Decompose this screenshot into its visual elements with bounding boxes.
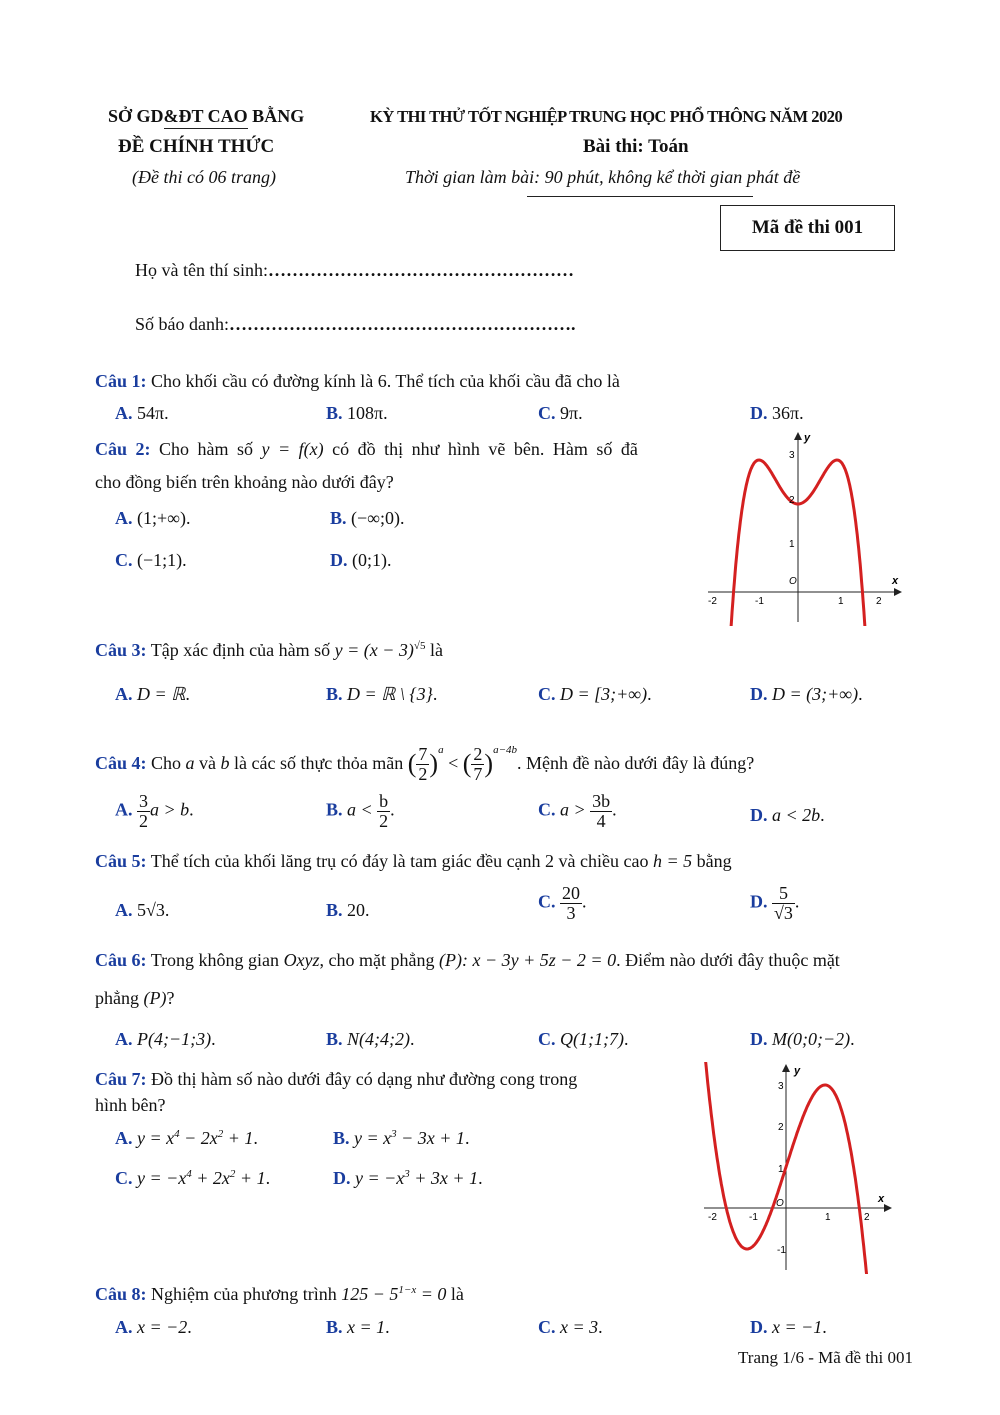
exam-title: KỲ THI THỬ TỐT NGHIỆP TRUNG HỌC PHỔ THÔNG NĂM 2020 [370, 107, 843, 126]
tick-x: -1 [755, 596, 764, 607]
q5-option-a: A. 5√3. [115, 900, 170, 920]
tick-y: 3 [778, 1081, 784, 1092]
tick-y: 1 [789, 539, 795, 550]
tick-x: 1 [825, 1212, 831, 1223]
q3-option-c: C. D = [3;+∞). [538, 684, 652, 704]
tick-y: 2 [789, 495, 795, 506]
q2-option-b: B. (−∞;0). [330, 508, 405, 528]
question-text: Cho khối cầu có đường kính là 6. Thể tích của khối cầu đã cho là [151, 371, 620, 391]
tick-y: -1 [777, 1245, 786, 1256]
graph-curve [699, 1062, 868, 1274]
origin-label: O [776, 1198, 784, 1209]
tick-y: 1 [778, 1164, 784, 1175]
q6-option-a: A. P(4;−1;3). [115, 1029, 216, 1049]
q4-option-b: B. a < $\frac{b}{2}$ . [326, 791, 395, 831]
q6-option-b: B. N(4;4;2). [326, 1029, 415, 1049]
question-4: Câu 4: Cho a và b là các số thực thỏa mãn ( $\frac{7}{2}$ )$^a$ < ( $\frac{2}{7}$ )$^{a-4b}$. Mệnh đề nào dưới đây là đúng? [95, 744, 755, 785]
graph-question-7 [698, 1062, 898, 1274]
x-axis-label: x [892, 575, 899, 587]
tick-y: 3 [789, 450, 795, 461]
q8-option-d: D. x = −1. [750, 1317, 827, 1337]
q2-option-a: A. (1;+∞). [115, 508, 191, 528]
tick-y: 2 [778, 1122, 784, 1133]
q3-option-d: D. D = (3;+∞). [750, 684, 863, 704]
q7-option-c: C. $y = -x^4 + 2x^2 + 1$. [115, 1168, 271, 1188]
q2-option-c: C. (−1;1). [115, 550, 187, 570]
question-3: Câu 3: Tập xác định của hàm số $y = (x - 3)^{√5}$ là [95, 640, 443, 660]
tick-x: 2 [876, 596, 882, 607]
pages-note: (Đề thi có 06 trang) [132, 167, 276, 187]
q3-option-a: A. D = ℝ. [115, 684, 190, 704]
function-expression: y = (x − 3) [334, 640, 414, 660]
question-7: Câu 7: Đồ thị hàm số nào dưới đây có dạng như đường cong trong [95, 1069, 578, 1089]
official-label: ĐỀ CHÍNH THỨC [118, 136, 275, 157]
q6-option-c: C. Q(1;1;7). [538, 1029, 629, 1049]
department: SỞ GD&ĐT CAO BẰNG [108, 106, 305, 126]
q1-option-d: D. 36π. [750, 403, 804, 423]
q7-option-d: D. $y = -x^3 + 3x + 1$. [333, 1168, 483, 1188]
q4-option-c: C. a > $\frac{3b}{4}$ . [538, 791, 617, 831]
tick-x: 1 [838, 596, 844, 607]
candidate-id-line [135, 314, 576, 335]
q5-option-d: D. $\frac{5}{√3}$ . [750, 883, 800, 923]
exponent: √5 [413, 640, 426, 652]
candidate-name-line [135, 260, 574, 281]
tick-x: -2 [708, 1212, 717, 1223]
q2-option-d: D. (0;1). [330, 550, 392, 570]
q3-option-b: B. D = ℝ \ {3}. [326, 684, 438, 704]
candidate-id-label: Số báo danh: [135, 314, 229, 334]
question-5: Câu 5: Thể tích của khối lăng trụ có đáy là tam giác đều cạnh 2 và chiều cao h = 5 bằng [95, 851, 732, 871]
tick-x: -1 [749, 1212, 758, 1223]
candidate-name-label: Họ và tên thí sinh: [135, 260, 268, 280]
q4-option-a: A. $\frac{3}{2}$ a > b. [115, 791, 194, 831]
q5-option-c: C. $\frac{20}{3}$ . [538, 883, 587, 923]
function-notation: y = f(x) [261, 439, 324, 459]
origin-label: O [789, 576, 797, 587]
question-7-line2: hình bên? [95, 1095, 166, 1115]
y-axis-label: y [794, 1065, 801, 1077]
q1-option-b: B. 108π. [326, 403, 388, 423]
exam-code-box [720, 205, 895, 251]
q5-option-b: B. 20. [326, 900, 370, 920]
header-underline [527, 196, 753, 197]
q8-option-b: B. x = 1. [326, 1317, 390, 1337]
q8-option-c: C. x = 3. [538, 1317, 603, 1337]
page-footer: Trang 1/6 - Mã đề thi 001 [738, 1348, 914, 1367]
candidate-id-dots: …………………………………………………. [229, 314, 576, 334]
tick-x: -2 [708, 596, 717, 607]
question-2-line2: cho đồng biến trên khoảng nào dưới đây? [95, 472, 394, 492]
q8-option-a: A. x = −2. [115, 1317, 192, 1337]
question-2: Câu 2: Cho hàm số y = f(x) có đồ thị như hình vẽ bên. Hàm số đã [95, 439, 638, 459]
question-label: Câu 1: [95, 371, 147, 391]
q1-option-a: A. 54π. [115, 403, 169, 423]
time-note: Thời gian làm bài: 90 phút, không kể thời gian phát đề [405, 167, 801, 187]
q4-option-d: D. a < 2b. [750, 805, 825, 825]
plane-equation: (P): x − 3y + 5z − 2 = 0 [439, 950, 617, 970]
q1-option-c: C. 9π. [538, 403, 583, 423]
question-6: Câu 6: Trong không gian Oxyz, cho mặt phẳng (P): x − 3y + 5z − 2 = 0. Điểm nào dưới đây thuộc mặt [95, 950, 840, 970]
candidate-name-dots: …………………………………………… [268, 260, 574, 280]
department-underline [164, 128, 248, 129]
q7-option-a: A. $y = x^4 - 2x^2 + 1$. [115, 1128, 258, 1148]
graph-question-2 [700, 428, 910, 626]
q6-option-d: D. M(0;0;−2). [750, 1029, 855, 1049]
q7-option-b: B. $y = x^3 - 3x + 1$. [333, 1128, 470, 1148]
x-axis-label: x [878, 1193, 885, 1205]
fraction-7-2: $\frac{7}{2}$ [418, 744, 428, 785]
fraction-2-7: $\frac{2}{7}$ [473, 744, 483, 785]
subject-label: Bài thi: Toán [583, 136, 689, 157]
question-6-line2: phẳng (P)? [95, 988, 175, 1008]
y-axis-label: y [804, 432, 811, 444]
question-8: Câu 8: Nghiệm của phương trình $125 - 5^{1-x} = 0$ là [95, 1284, 464, 1304]
tick-x: 2 [864, 1212, 870, 1223]
exam-code: Mã đề thi 001 [751, 217, 864, 238]
question-1 [95, 371, 620, 392]
